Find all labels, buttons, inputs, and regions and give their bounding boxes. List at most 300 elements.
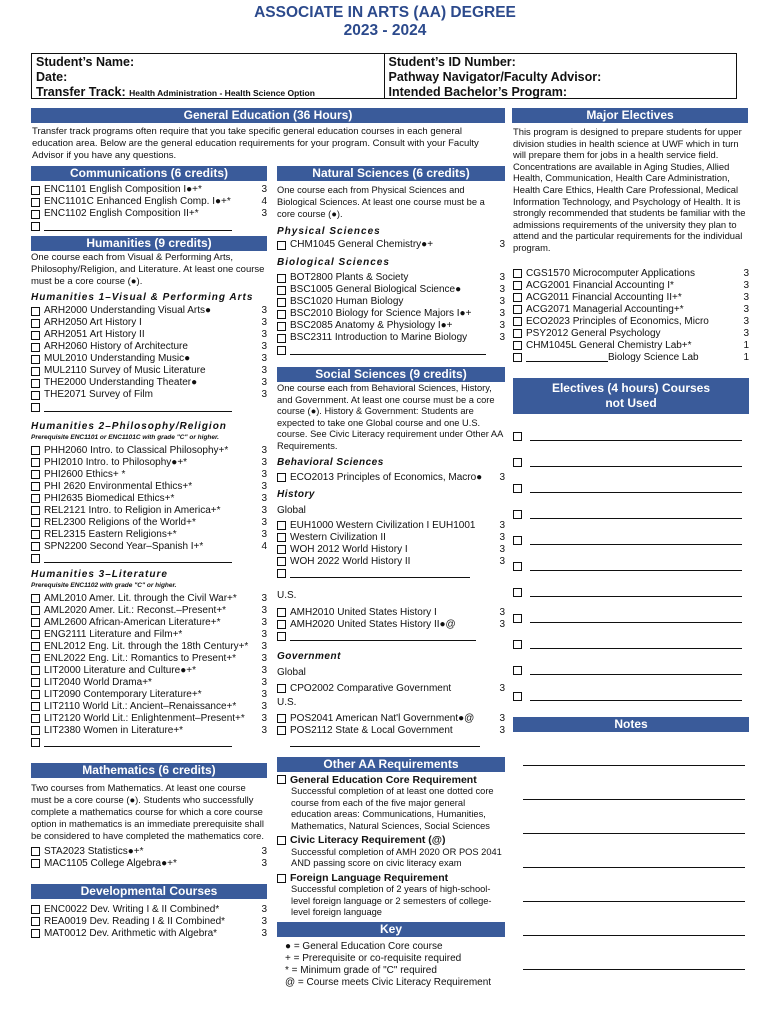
government-us-list (277, 713, 505, 737)
checkbox[interactable] (31, 403, 40, 412)
course-name: PHI2010 Intro. to Philosophy●+* (44, 456, 188, 468)
course-checkbox[interactable] (277, 334, 286, 343)
elective-blank-line[interactable] (530, 640, 742, 649)
course-name: EUH1000 Western Civilization I EUH1001 (290, 519, 476, 531)
course-checkbox[interactable] (31, 905, 40, 914)
course-credits: 3 (261, 927, 267, 939)
right-column (513, 126, 749, 970)
course-name: ARH2060 History of Architecture (44, 341, 188, 352)
mathematics-intro: Two courses from Mathematics. At least one course must be a core course (●). Students who successfully complete a mathematics course for which a core course option in mathematics is an immediate prerequisite shall be considered to have completed the mathematics core. (31, 781, 264, 841)
course-row (277, 556, 505, 568)
requirement-checkbox[interactable] (277, 775, 286, 784)
course-checkbox[interactable] (31, 506, 40, 515)
course-name: STA2023 Statistics●+* (44, 845, 144, 857)
course-name: WOH 2012 World History I (290, 543, 408, 555)
course-row (31, 305, 267, 317)
course-name: LIT2000 Literature and Culture●+* (44, 664, 196, 676)
course-credits: 3 (261, 628, 267, 640)
elective-blank-line[interactable] (530, 458, 742, 467)
course-checkbox[interactable] (277, 726, 286, 735)
course-checkbox[interactable] (31, 690, 40, 699)
notes-line[interactable] (523, 732, 745, 766)
developmental-header: Developmental Courses (31, 884, 267, 899)
course-name: MAT0012 Dev. Arithmetic with Algebra* (44, 927, 218, 939)
elective-row (513, 528, 749, 554)
requirement-title: Civic Literacy Requirement (@) (290, 834, 446, 847)
course-checkbox[interactable] (31, 186, 40, 195)
course-row (31, 653, 267, 665)
elective-checkbox[interactable] (513, 458, 522, 467)
course-row (513, 280, 749, 292)
course-checkbox[interactable] (277, 608, 286, 617)
course-row (31, 701, 267, 713)
course-name: BSC1020 Human Biology (290, 296, 404, 307)
course-row (31, 365, 267, 377)
course-row (31, 517, 267, 529)
course-checkbox[interactable] (277, 620, 286, 629)
transfer-track-value: Health Administration - Health Science Option (129, 88, 315, 98)
elective-row (513, 580, 749, 606)
elective-checkbox[interactable] (513, 640, 522, 649)
course-name: THE2071 Survey of Film (44, 389, 153, 400)
course-row (31, 341, 267, 353)
course-name: LIT2040 World Drama+* (44, 676, 152, 688)
course-checkbox[interactable] (277, 521, 286, 530)
course-checkbox[interactable] (31, 630, 40, 639)
course-credits: 3 (261, 724, 267, 736)
course-checkbox[interactable] (277, 545, 286, 554)
electives-list (513, 424, 749, 710)
course-checkbox[interactable] (31, 678, 40, 687)
course-row (277, 544, 505, 556)
course-checkbox[interactable] (513, 353, 522, 362)
title-line-1: ASSOCIATE IN ARTS (AA) DEGREE (254, 4, 516, 21)
course-row (513, 304, 749, 316)
humanities-2-list (31, 445, 267, 553)
elective-blank-line[interactable] (530, 536, 742, 545)
mathematics-header: Mathematics (6 credits) (31, 763, 267, 778)
course-checkbox[interactable] (277, 714, 286, 723)
course-credits: 3 (261, 528, 267, 540)
humanities-header: Humanities (9 credits) (31, 236, 267, 251)
course-checkbox[interactable] (31, 458, 40, 467)
page-title (0, 4, 770, 40)
elective-row (513, 424, 749, 450)
social-sciences-header: Social Sciences (9 credits) (277, 367, 505, 382)
course-row (31, 353, 267, 365)
course-row (277, 308, 505, 320)
course-credits: 3 (499, 519, 505, 531)
course-credits: 1 (743, 351, 749, 363)
course-checkbox[interactable] (513, 341, 522, 350)
course-checkbox[interactable] (31, 666, 40, 675)
course-row (277, 320, 505, 332)
elective-blank-line[interactable] (530, 588, 742, 597)
left-column (31, 166, 267, 940)
course-row (31, 858, 267, 870)
course-checkbox[interactable] (31, 355, 40, 364)
course-name: BSC2010 Biology for Science Majors I●+ (290, 308, 472, 319)
hist-global-blank-row (277, 568, 505, 580)
course-name: ENL2022 Eng. Lit.: Romantics to Present+* (44, 652, 237, 664)
elective-checkbox[interactable] (513, 432, 522, 441)
elective-checkbox[interactable] (513, 484, 522, 493)
notes-header: Notes (513, 717, 749, 732)
course-credits: 3 (261, 688, 267, 700)
course-checkbox[interactable] (513, 329, 522, 338)
course-name: CGS1570 Microcomputer Applications (526, 267, 695, 279)
notes-line[interactable] (523, 902, 745, 936)
course-row (31, 445, 267, 457)
elective-blank-line[interactable] (530, 432, 742, 441)
elective-checkbox[interactable] (513, 692, 522, 701)
course-name: BOT2800 Plants & Society (290, 272, 409, 283)
course-credits: 3 (743, 291, 749, 303)
course-credits: 3 (499, 555, 505, 567)
requirement-checkbox[interactable] (277, 874, 286, 883)
blank-line[interactable] (290, 569, 470, 578)
requirement-head (277, 834, 505, 847)
elective-row (513, 632, 749, 658)
elective-blank-line[interactable] (530, 484, 742, 493)
key-item: * = Minimum grade of "C" required (285, 964, 437, 976)
communications-list (31, 184, 267, 220)
course-credits: 3 (499, 471, 505, 483)
requirement-body: Successful completion of at least one dotted core course from each of the five major general education areas: Communications, Humanities, Mathematics, Natural Sciences, Social Sciences (291, 786, 494, 831)
course-checkbox[interactable] (277, 533, 286, 542)
elective-row (513, 476, 749, 502)
course-row (31, 329, 267, 341)
course-row (31, 593, 267, 605)
hist-us-blank-row (277, 631, 505, 643)
checkbox[interactable] (277, 632, 286, 641)
checkbox[interactable] (277, 569, 286, 578)
course-row (31, 481, 267, 493)
course-name: ACG2001 Financial Accounting I* (526, 279, 674, 291)
course-checkbox[interactable] (277, 557, 286, 566)
elective-checkbox[interactable] (513, 588, 522, 597)
course-credits: 3 (261, 444, 267, 456)
bio-blank-row (277, 344, 505, 356)
elective-blank-line[interactable] (530, 510, 742, 519)
course-credits: 3 (499, 320, 505, 331)
course-checkbox[interactable] (31, 917, 40, 926)
elective-checkbox[interactable] (513, 536, 522, 545)
blank-line[interactable] (44, 222, 232, 231)
course-checkbox[interactable] (31, 594, 40, 603)
transfer-track-label: Transfer Track: (36, 85, 126, 99)
course-name: AML2600 African-American Literature+* (44, 616, 221, 628)
course-name: REL2300 Religions of the World+* (44, 516, 196, 528)
course-checkbox[interactable] (31, 702, 40, 711)
elective-blank-line[interactable] (530, 692, 742, 701)
course-row (277, 332, 505, 344)
course-checkbox[interactable] (31, 494, 40, 503)
gen-ed-intro: Transfer track programs often require that you take specific general education courses in each general education area. Below are the general education requirements for your program. Consult with your Faculty Advisor if you have any questions. (32, 126, 479, 161)
course-name: PHI2635 Biomedical Ethics+* (44, 492, 175, 504)
course-checkbox[interactable] (277, 310, 286, 319)
course-name: AML2010 Amer. Lit. through the Civil War+* (44, 592, 237, 604)
gov-us-blank-row (277, 737, 505, 749)
blank-line[interactable] (44, 403, 232, 412)
course-checkbox[interactable] (513, 269, 522, 278)
key-item: ● = General Education Core course (285, 940, 443, 952)
humanities-1-title: Humanities 1–Visual & Performing Arts (31, 292, 254, 303)
biological-sciences-title: Biological Sciences (277, 257, 390, 268)
course-checkbox[interactable] (31, 446, 40, 455)
course-checkbox[interactable] (31, 642, 40, 651)
course-row (277, 713, 505, 725)
notes-line[interactable] (523, 766, 745, 800)
course-credits: 3 (743, 279, 749, 291)
course-credits: 3 (261, 845, 267, 857)
key-header: Key (277, 922, 505, 937)
government-title: Government (277, 650, 341, 662)
course-credits: 3 (261, 592, 267, 604)
elective-row (513, 502, 749, 528)
date-label[interactable]: Date: (36, 70, 68, 84)
blank-line[interactable] (290, 346, 486, 355)
humanities-3-prereq: Prerequisite ENC1102 with grade "C" or higher. (31, 581, 177, 589)
course-checkbox[interactable] (31, 859, 40, 868)
course-credits: 3 (261, 915, 267, 927)
course-row (31, 541, 267, 553)
course-checkbox[interactable] (31, 929, 40, 938)
course-credits: 3 (261, 341, 267, 352)
course-name: ENG2111 Literature and Film+* (44, 628, 183, 640)
notes-line[interactable] (523, 800, 745, 834)
course-checkbox[interactable] (31, 343, 40, 352)
h2-blank-row (31, 553, 267, 565)
requirement-title: General Education Core Requirement (290, 773, 477, 786)
course-row (513, 316, 749, 328)
course-row (513, 328, 749, 340)
notes-line[interactable] (523, 868, 745, 902)
course-checkbox[interactable] (31, 307, 40, 316)
course-checkbox[interactable] (31, 606, 40, 615)
course-credits: 3 (261, 640, 267, 652)
requirement-head (277, 872, 505, 885)
course-name: AMH2010 United States History I (290, 606, 437, 618)
course-name: WOH 2022 World History II (290, 555, 411, 567)
checkbox[interactable] (31, 738, 40, 747)
course-name: ARH2050 Art History I (44, 317, 142, 328)
h1-blank-row (31, 401, 267, 413)
elective-blank-line[interactable] (530, 666, 742, 675)
other-aa-list (277, 774, 505, 919)
requirement-checkbox[interactable] (277, 836, 286, 845)
elective-row (513, 554, 749, 580)
government-global-list (277, 683, 505, 695)
course-name: ARH2000 Understanding Visual Arts● (44, 305, 212, 316)
course-name: ACG2071 Managerial Accounting+* (526, 303, 684, 315)
course-credits: 3 (261, 664, 267, 676)
course-credits: 1 (743, 339, 749, 351)
electives-header (513, 378, 749, 414)
course-checkbox[interactable] (31, 198, 40, 207)
course-credits: 3 (261, 468, 267, 480)
course-row (31, 184, 267, 196)
course-checkbox[interactable] (31, 518, 40, 527)
course-credits: 3 (261, 456, 267, 468)
notes-line[interactable] (523, 936, 745, 970)
course-checkbox[interactable] (277, 274, 286, 283)
course-credits: 3 (499, 296, 505, 307)
checkbox[interactable] (277, 346, 286, 355)
humanities-2-title: Humanities 2–Philosophy/Religion (31, 421, 227, 432)
course-credits: 3 (499, 543, 505, 555)
requirement-head (277, 774, 505, 787)
course-row (277, 284, 505, 296)
key-item: @ = Course meets Civic Literacy Requirement (285, 976, 492, 988)
student-id-label[interactable]: Student’s ID Number: (388, 55, 516, 69)
course-name: ENL2012 Eng. Lit. through the 18th Century+* (44, 640, 249, 652)
course-checkbox[interactable] (31, 391, 40, 400)
course-name: AMH2020 United States History II●@ (290, 618, 456, 630)
course-checkbox[interactable] (513, 305, 522, 314)
history-title: History (277, 488, 315, 500)
course-name: PHH2060 Intro. to Classical Philosophy+* (44, 444, 229, 456)
course-checkbox[interactable] (31, 542, 40, 551)
elective-checkbox[interactable] (513, 562, 522, 571)
elective-blank-line[interactable] (530, 614, 742, 623)
course-name: LIT2090 Contemporary Literature+* (44, 688, 202, 700)
course-checkbox[interactable] (31, 530, 40, 539)
blank-line[interactable] (290, 738, 480, 747)
course-checkbox[interactable] (31, 331, 40, 340)
physical-sciences-title: Physical Sciences (277, 226, 381, 237)
behavioral-title: Behavioral Sciences (277, 456, 384, 468)
course-checkbox[interactable] (277, 684, 286, 693)
course-name: Biology Science Lab (608, 351, 699, 363)
course-credits: 3 (261, 317, 267, 328)
course-credits: 3 (499, 332, 505, 343)
elective-row (513, 450, 749, 476)
student-name-label[interactable]: Student’s Name: (36, 55, 135, 69)
course-row (513, 340, 749, 352)
course-checkbox[interactable] (277, 298, 286, 307)
course-row (31, 389, 267, 401)
checkbox[interactable] (31, 554, 40, 563)
course-row (31, 196, 267, 208)
elective-checkbox[interactable] (513, 666, 522, 675)
course-checkbox[interactable] (31, 470, 40, 479)
info-right (384, 54, 737, 98)
course-credits: 3 (261, 652, 267, 664)
course-row (31, 689, 267, 701)
course-row (31, 846, 267, 858)
course-name: ENC1101 English Composition I●+* (44, 184, 202, 195)
natural-sciences-header: Natural Sciences (6 credits) (277, 166, 505, 181)
course-name: BSC1005 General Biological Science● (290, 284, 462, 295)
blank-line[interactable] (526, 353, 608, 362)
course-row (31, 725, 267, 737)
blank-line[interactable] (44, 738, 232, 747)
course-row (277, 520, 505, 532)
course-credits: 3 (743, 315, 749, 327)
bachelor-label[interactable]: Intended Bachelor’s Program: (388, 85, 568, 99)
blank-line[interactable] (290, 632, 476, 641)
course-checkbox[interactable] (513, 293, 522, 302)
advisor-label[interactable]: Pathway Navigator/Faculty Advisor: (388, 70, 602, 84)
government-global-label: Global (277, 666, 306, 678)
requirement-body: Successful completion of AMH 2020 OR POS 2041 AND passing score on civic literacy exam (291, 846, 502, 869)
course-credits: 3 (261, 616, 267, 628)
course-credits: 3 (261, 184, 267, 195)
course-name: THE2000 Understanding Theater● (44, 377, 198, 388)
course-checkbox[interactable] (31, 618, 40, 627)
course-checkbox[interactable] (513, 281, 522, 290)
course-row (513, 268, 749, 280)
course-credits: 3 (499, 712, 505, 724)
course-checkbox[interactable] (31, 379, 40, 388)
humanities-2-prereq: Prerequisite ENC1101 or ENC1101C with grade "C" or higher. (31, 434, 219, 441)
course-checkbox[interactable] (31, 714, 40, 723)
course-name: BSC2311 Introduction to Marine Biology (290, 332, 468, 343)
major-intro: This program is designed to prepare students for upper division studies in health science at UWF which in turn will prepare them for jobs in a health service field. Concentrations are available in Aging Studies, Allied Health, Communication, Health Care Administration, Health Care Ethics, Health Care Professional, Medical Information Technology, and Psychology of Health. It is strongly recommended that students be familiar with the admissions requirements of the university they plan to attend and the particular requirements for the individual program. (513, 126, 746, 253)
behavioral-list (277, 472, 505, 484)
course-row (513, 352, 749, 364)
course-checkbox[interactable] (31, 367, 40, 376)
course-row (31, 493, 267, 505)
course-credits: 3 (261, 208, 267, 219)
course-row (513, 292, 749, 304)
course-row (31, 928, 267, 940)
course-row (277, 472, 505, 484)
humanities-1-list (31, 305, 267, 401)
course-checkbox[interactable] (31, 847, 40, 856)
elective-blank-line[interactable] (530, 562, 742, 571)
checkbox[interactable] (31, 222, 40, 231)
course-name: REL2121 Intro. to Religion in America+* (44, 504, 221, 516)
course-row (277, 296, 505, 308)
course-credits: 3 (261, 516, 267, 528)
course-checkbox[interactable] (277, 473, 286, 482)
info-left (32, 54, 384, 98)
course-checkbox[interactable] (277, 286, 286, 295)
course-checkbox[interactable] (31, 319, 40, 328)
transfer-track (36, 85, 380, 101)
course-name: SPN2200 Second Year–Spanish I+* (44, 540, 204, 552)
course-checkbox[interactable] (31, 210, 40, 219)
course-name: POS2112 State & Local Government (290, 724, 453, 736)
course-checkbox[interactable] (277, 322, 286, 331)
course-credits: 4 (261, 540, 267, 552)
course-row (277, 619, 505, 631)
course-checkbox[interactable] (31, 654, 40, 663)
course-checkbox[interactable] (513, 317, 522, 326)
course-row (31, 677, 267, 689)
humanities-intro: One course each from Visual & Performing Arts, Philosophy/Religion, and Literature. At least one course must be a core course (●). (31, 252, 265, 287)
course-credits: 4 (261, 196, 267, 207)
course-name: POS2041 American Nat'l Government●@ (290, 712, 475, 724)
blank-line[interactable] (44, 554, 232, 563)
title-line-2: 2023 - 2024 (343, 22, 427, 39)
course-row (31, 457, 267, 469)
natural-intro: One course each from Physical Sciences and Biological Sciences. At least one course must be a core course (●). (277, 185, 485, 219)
course-credits: 3 (743, 327, 749, 339)
course-name: MUL2110 Survey of Music Literature (44, 365, 206, 376)
course-checkbox[interactable] (277, 241, 286, 250)
course-checkbox[interactable] (31, 726, 40, 735)
elective-row (513, 684, 749, 710)
humanities-3-list (31, 593, 267, 737)
elective-checkbox[interactable] (513, 510, 522, 519)
notes-line[interactable] (523, 834, 745, 868)
course-checkbox[interactable] (31, 482, 40, 491)
course-row (31, 916, 267, 928)
elective-checkbox[interactable] (513, 614, 522, 623)
